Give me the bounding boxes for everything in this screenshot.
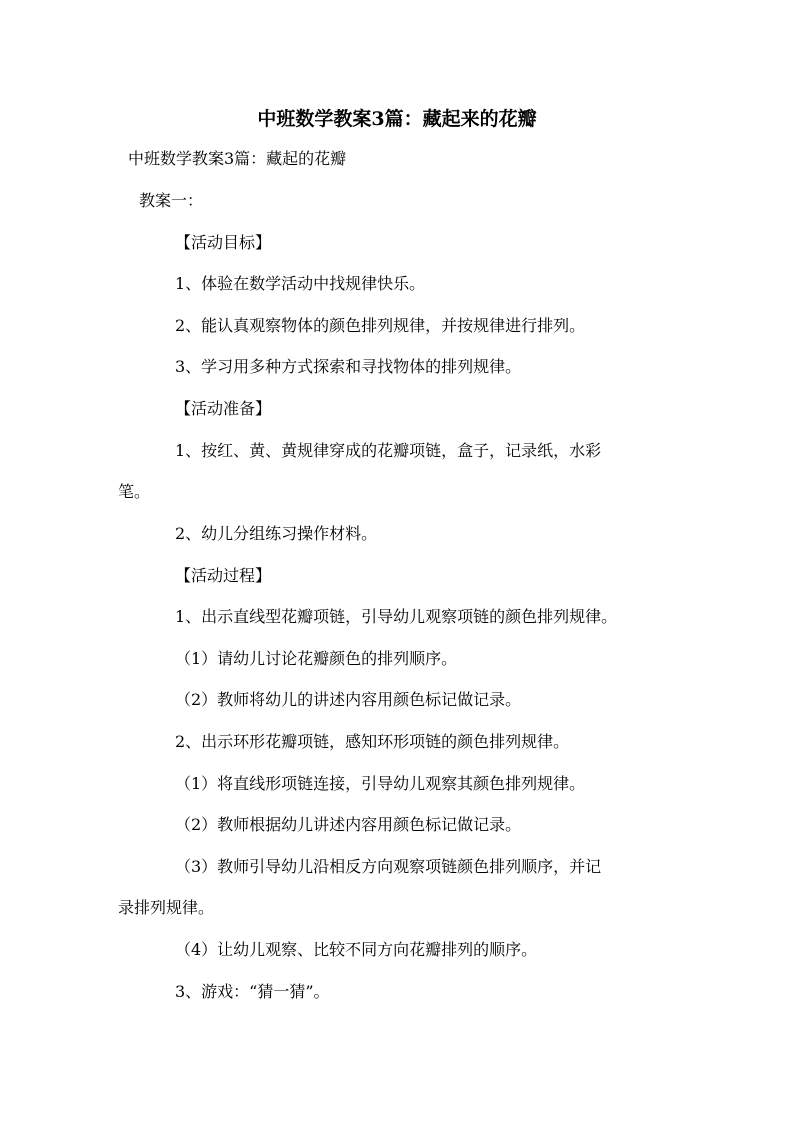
goal-item-3: 3、学习用多种方式探索和寻找物体的排列规律。 — [175, 357, 522, 376]
step-2-c-line1: （3）教师引导幼儿沿相反方向观察项链颜色排列顺序，并记 — [175, 857, 602, 876]
step-2-b: （2）教师根据幼儿讲述内容用颜色标记做记录。 — [175, 815, 522, 834]
step-1: 1、出示直线型花瓣项链，引导幼儿观察项链的颜色排列规律。 — [175, 607, 618, 626]
step-2-a: （1）将直线形项链连接，引导幼儿观察其颜色排列规律。 — [175, 774, 586, 793]
document-title: 中班数学教案3篇：藏起来的花瓣 — [257, 108, 537, 130]
goal-item-2: 2、能认真观察物体的颜色排列规律，并按规律进行排列。 — [175, 316, 586, 335]
step-2-d: （4）让幼儿观察、比较不同方向花瓣排列的顺序。 — [175, 940, 538, 959]
step-1-a: （1）请幼儿讨论花瓣颜色的排列顺序。 — [175, 649, 458, 668]
process-heading: 【活动过程】 — [175, 566, 272, 585]
step-1-b: （2）教师将幼儿的讲述内容用颜色标记做记录。 — [175, 690, 522, 709]
prep-heading: 【活动准备】 — [175, 399, 272, 418]
step-2-c-line2: 录排列规律。 — [118, 898, 215, 917]
prep-item-1-line2: 笔。 — [118, 482, 151, 501]
prep-item-1-line1: 1、按红、黄、黄规律穿成的花瓣项链，盒子，记录纸，水彩 — [175, 441, 602, 460]
document-subtitle: 中班数学教案3篇：藏起的花瓣 — [128, 149, 347, 168]
prep-item-2: 2、幼儿分组练习操作材料。 — [175, 524, 378, 543]
step-3: 3、游戏：“猜一猜”。 — [175, 982, 330, 1001]
goal-item-1: 1、体验在数学活动中找规律快乐。 — [175, 274, 426, 293]
lesson-label: 教案一： — [139, 191, 204, 210]
step-2: 2、出示环形花瓣项链，感知环形项链的颜色排列规律。 — [175, 732, 570, 751]
goal-heading: 【活动目标】 — [175, 233, 272, 252]
